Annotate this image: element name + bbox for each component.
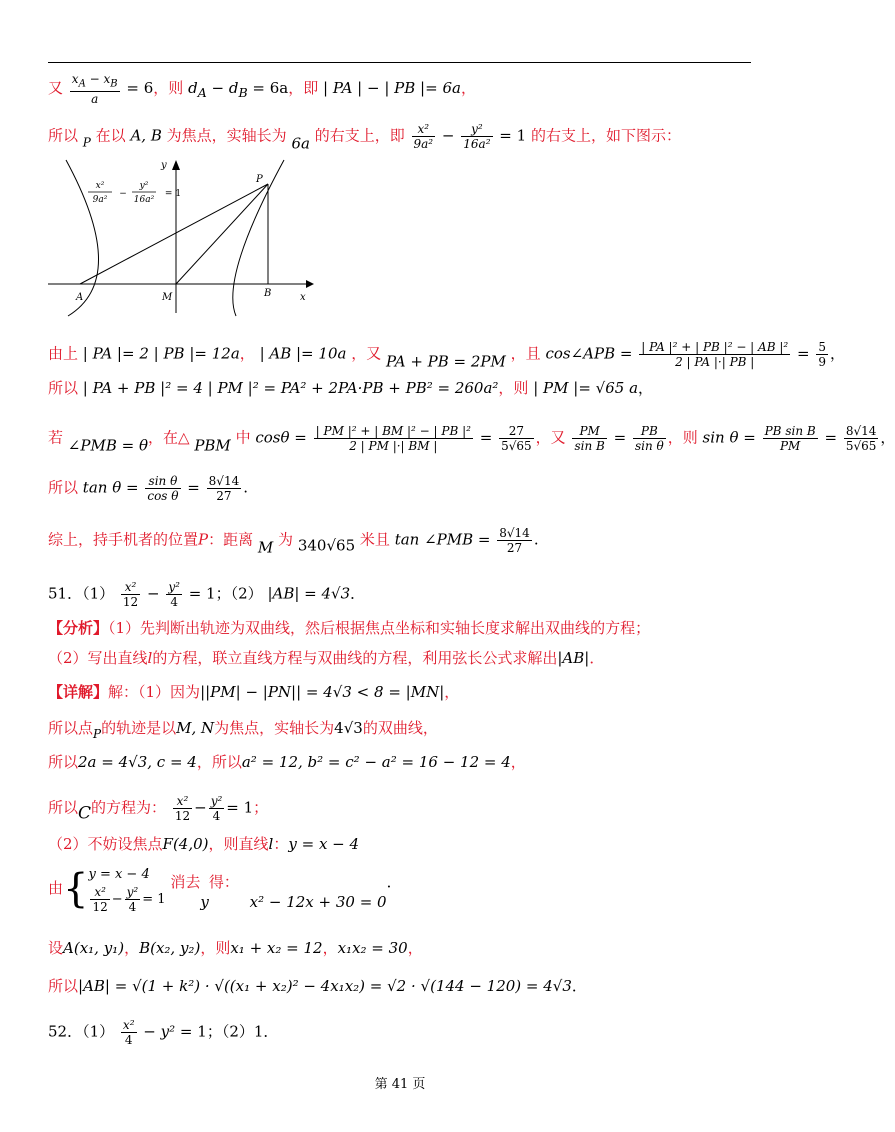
detail-4: 所以C的方程为： $\frac{\text{x²}}{12}$ − $\frac{\text{y²}}{4}$ = 1；: [48, 794, 269, 824]
x-axis-arrow-icon: [306, 280, 314, 288]
line-7: 综上，持手机者的位置P：距离 M 为 340√65 米且 tan ∠PMB = $\frac{8√14}{27}$ .: [48, 526, 539, 557]
hyperbola-figure: [48, 158, 318, 320]
line-4: 所以 | PA + PB |² = 4 | PM |² = PA² + 2PA·PB + PB² = 260a²，则 | PM |= √65 a，: [48, 379, 654, 397]
svg-text:= 1: = 1: [164, 189, 182, 199]
point-b-label: B: [264, 288, 272, 299]
axis-y-label: y: [161, 160, 167, 171]
analysis-1: 【分析】（1）先判断出轨迹为双曲线，然后根据焦点坐标和实轴长度求解出双曲线的方程；: [48, 619, 651, 637]
point-p-label: P: [256, 174, 263, 185]
y-axis-arrow-icon: [172, 160, 180, 170]
axis-x-label: x: [300, 292, 306, 303]
line-1: 又 $\frac{x_A - x_B}{a}$ = 6，则 $d_A - d_B = 6a$，即 | PA | − | PB |= 6a，: [48, 72, 476, 107]
svg-text:16a²: 16a²: [133, 195, 155, 205]
question-51-answer: 51．（1） $\frac{\text{x²}}{12}$ − $\frac{\text{y²}}{4}$ = 1；（2） |AB| = 4√3．: [48, 580, 366, 609]
header-rule: [48, 62, 751, 63]
segment-pa: [80, 184, 268, 284]
fraction: $\frac{x_A - x_B}{a}$: [71, 72, 118, 107]
svg-text:9a²: 9a²: [92, 195, 108, 205]
svg-text:y²: y²: [139, 181, 149, 191]
line-6: 所以 tan θ = $\frac{\text{sin θ}}{\text{cos θ}}$ = $\frac{8√14}{27}$ .: [48, 474, 248, 503]
line-2: 所以 $_P$ 在以 A, B 为焦点，实轴长为 6a 的右支上，即 $\frac{\text{x²}}{\text{9a²}}$ − $\frac{\text{y²}}{\text{16a²}}$ = 1 的右支上，如下图示：: [48, 122, 681, 153]
detail-3: 所以2a = 4√3, c = 4，所以a² = 12, b² = c² − a² = 16 − 12 = 4，: [48, 753, 526, 771]
detail-2: 所以点$_P$的轨迹是以M, N为焦点，实轴长为4√3的双曲线，: [48, 719, 438, 741]
brace-icon: {: [63, 866, 89, 912]
detail-7: 设A(x₁, y₁)，B(x₂, y₂)，则x₁ + x₂ = 12，x₁x₂ = 30，: [48, 939, 423, 957]
detail-1: 【详解】解：（1）因为||PM| − |PN|| = 4√3 < 8 = |MN|，: [48, 683, 460, 701]
analysis-2: （2）写出直线l的方程，联立直线方程与双曲线的方程，利用弦长公式求解出|AB|．: [48, 649, 605, 667]
detail-5: （2）不妨设焦点F(4,0)，则直线l：y = x − 4: [48, 835, 360, 853]
svg-text:x²: x²: [95, 181, 105, 191]
page-number: 第 41 页: [374, 1077, 426, 1092]
equation-system: y = x − 4 $\frac{\text{x²}}{12}$ − $\frac{\text{y²}}{4}$ = 1: [88, 867, 166, 914]
point-m-label: M: [162, 292, 173, 303]
line-3: 由上 | PA |= 2 | PB |= 12a， | AB |= 10a ，又 PA + PB = 2PM ，且 cos∠APB = $\frac{\text{| PA |² + | PB |² − | AB |²}}{2 | PA |\cdot| PB |}$ = $\frac{5}{9}$ ，: [48, 340, 845, 371]
detail-8: 所以|AB| = √(1 + k²) · √((x₁ + x₂)² − 4x₁x₂) = √2 · √(144 − 120) = 4√3．: [48, 977, 587, 995]
question-52-answer: 52．（1） $\frac{\text{x²}}{4}$ − y² = 1；（2）1．: [48, 1018, 279, 1047]
line-5: 若 ∠PMB = θ，在△ PBM 中 cosθ = $\frac{\text{| PM |² + | BM |² − | PB |²}}{2 | PM |\cdot| BM |}$ = $\frac{27}{5√65}$ ，又 $\frac{PM}{\text{sin B}}$ = $\frac{PB}{\text{sin θ}}$ ，则 sin θ = $\frac{\text{PB sin B}}{PM}$ = $\frac{8√14}{5√65}$ ，: [48, 424, 895, 455]
segment-pm: [176, 184, 268, 284]
hyperbola-label: [88, 181, 181, 205]
svg-text:−: −: [119, 189, 127, 199]
detail-6: 由{ y = x − 4 $\frac{\text{x²}}{12}$ − $\frac{\text{y²}}{4}$ = 1 消去y得： x² − 12x + 30 = 0．: [48, 866, 402, 914]
point-a-label: A: [76, 292, 84, 303]
